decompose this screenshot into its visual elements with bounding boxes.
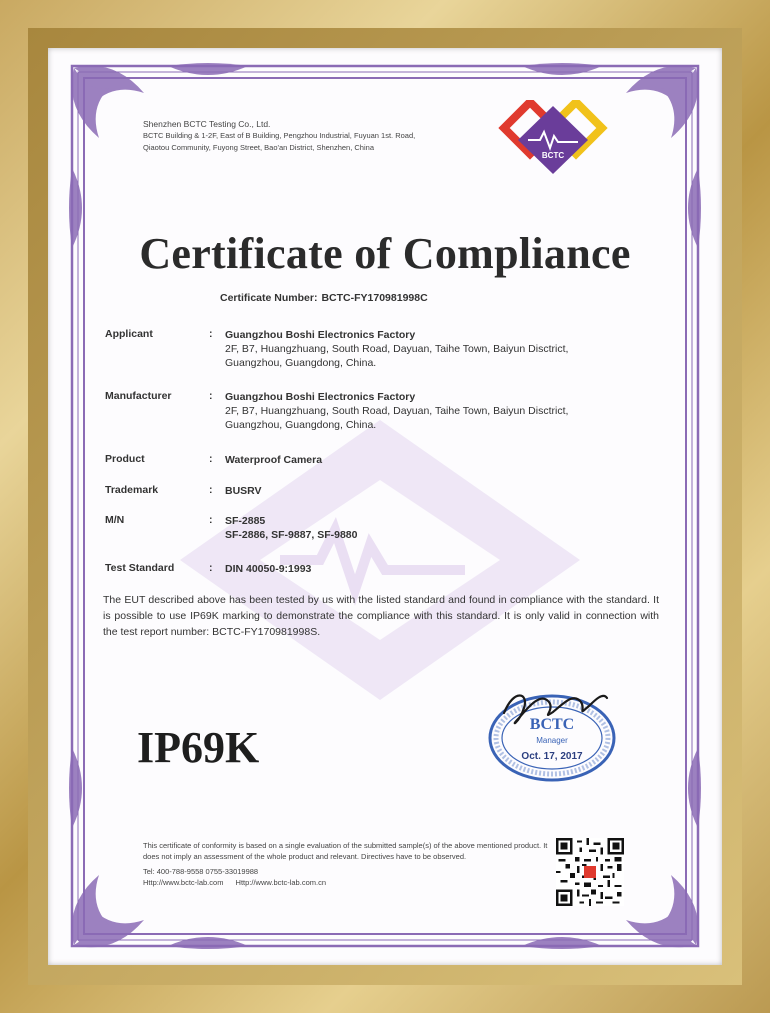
bctc-logo	[496, 100, 610, 180]
trademark-label: Trademark	[105, 484, 159, 496]
seal-center-text: BCTC	[529, 716, 575, 733]
model-label: M/N	[105, 514, 125, 526]
footer-web1[interactable]: Http://www.bctc-lab.com	[143, 878, 224, 887]
trademark-colon: :	[209, 484, 213, 496]
footer-websites	[143, 877, 553, 888]
seal-sub-text: Manager	[536, 736, 568, 745]
model-colon: :	[209, 514, 213, 526]
corner-ornament-tr	[626, 66, 698, 138]
applicant-address2: Guangzhou, Guangdong, China.	[225, 357, 377, 369]
manufacturer-label: Manufacturer	[105, 390, 172, 402]
product-colon: :	[209, 453, 213, 465]
corner-ornament-bl	[72, 875, 144, 947]
manufacturer-address2: Guangzhou, Guangdong, China.	[225, 419, 377, 431]
footer-disclaimer: This certificate of conformity is based on a single evaluation of the submitted sample(s) of the above mentioned product. It does not imply an assessment of the whole product and relevant. Directives have to be observed.	[143, 841, 548, 861]
issuer-header	[143, 118, 483, 154]
manufacturer-value	[225, 390, 685, 432]
test-standard-colon: :	[209, 562, 213, 574]
footer	[143, 840, 553, 888]
seal-date: Oct. 17, 2017	[521, 751, 583, 762]
issuer-address-line2: Qiaotou Community, Fuyong Street, Bao'an District, Shenzhen, China	[143, 143, 374, 152]
official-seal	[482, 683, 622, 783]
manufacturer-name: Guangzhou Boshi Electronics Factory	[225, 391, 416, 403]
trademark-value: BUSRV	[225, 485, 262, 497]
manufacturer-colon: :	[209, 390, 213, 402]
corner-ornament-tl	[72, 66, 144, 138]
certificate-number	[220, 292, 428, 304]
certificate-number-value: BCTC-FY170981998C	[321, 292, 428, 304]
applicant-value	[225, 328, 685, 370]
applicant-address1: 2F, B7, Huangzhuang, South Road, Dayuan, Taihe Town, Baiyun Disctrict,	[225, 343, 569, 355]
certificate-number-label: Certificate Number:	[220, 292, 318, 304]
product-value: Waterproof Camera	[225, 454, 323, 466]
logo-text: BCTC	[541, 151, 565, 160]
test-standard-label: Test Standard	[105, 562, 175, 574]
manufacturer-address1: 2F, B7, Huangzhuang, South Road, Dayuan, Taihe Town, Baiyun Disctrict,	[225, 405, 569, 417]
qr-code	[556, 838, 624, 906]
issuer-company: Shenzhen BCTC Testing Co., Ltd.	[143, 119, 271, 129]
footer-web2[interactable]: Http://www.bctc-lab.com.cn	[235, 878, 326, 887]
compliance-statement: The EUT described above has been tested by us with the listed standard and found in compliance with the standard. It is possible to use IP69K marking to demonstrate the compliance with this standard. It is only valid in connection with the test report number: BCTC-FY170981998S.	[103, 594, 659, 638]
test-standard-value: DIN 40050-9:1993	[225, 563, 312, 575]
applicant-colon: :	[209, 328, 213, 340]
product-label: Product	[105, 453, 145, 465]
footer-tel: Tel: 400-788-9558 0755-33019988	[143, 867, 259, 876]
issuer-address-line1: BCTC Building & 1-2F, East of B Building, Pengzhou Industrial, Fuyuan 1st. Road,	[143, 131, 416, 140]
applicant-label: Applicant	[105, 328, 153, 340]
applicant-name: Guangzhou Boshi Electronics Factory	[225, 329, 416, 341]
corner-ornament-br	[626, 875, 698, 947]
model-line1: SF-2885	[225, 515, 266, 527]
model-line2: SF-2886, SF-9887, SF-9880	[225, 529, 358, 541]
certificate-title: Certificate of Compliance	[139, 229, 631, 278]
ip-rating: IP69K	[137, 723, 260, 772]
